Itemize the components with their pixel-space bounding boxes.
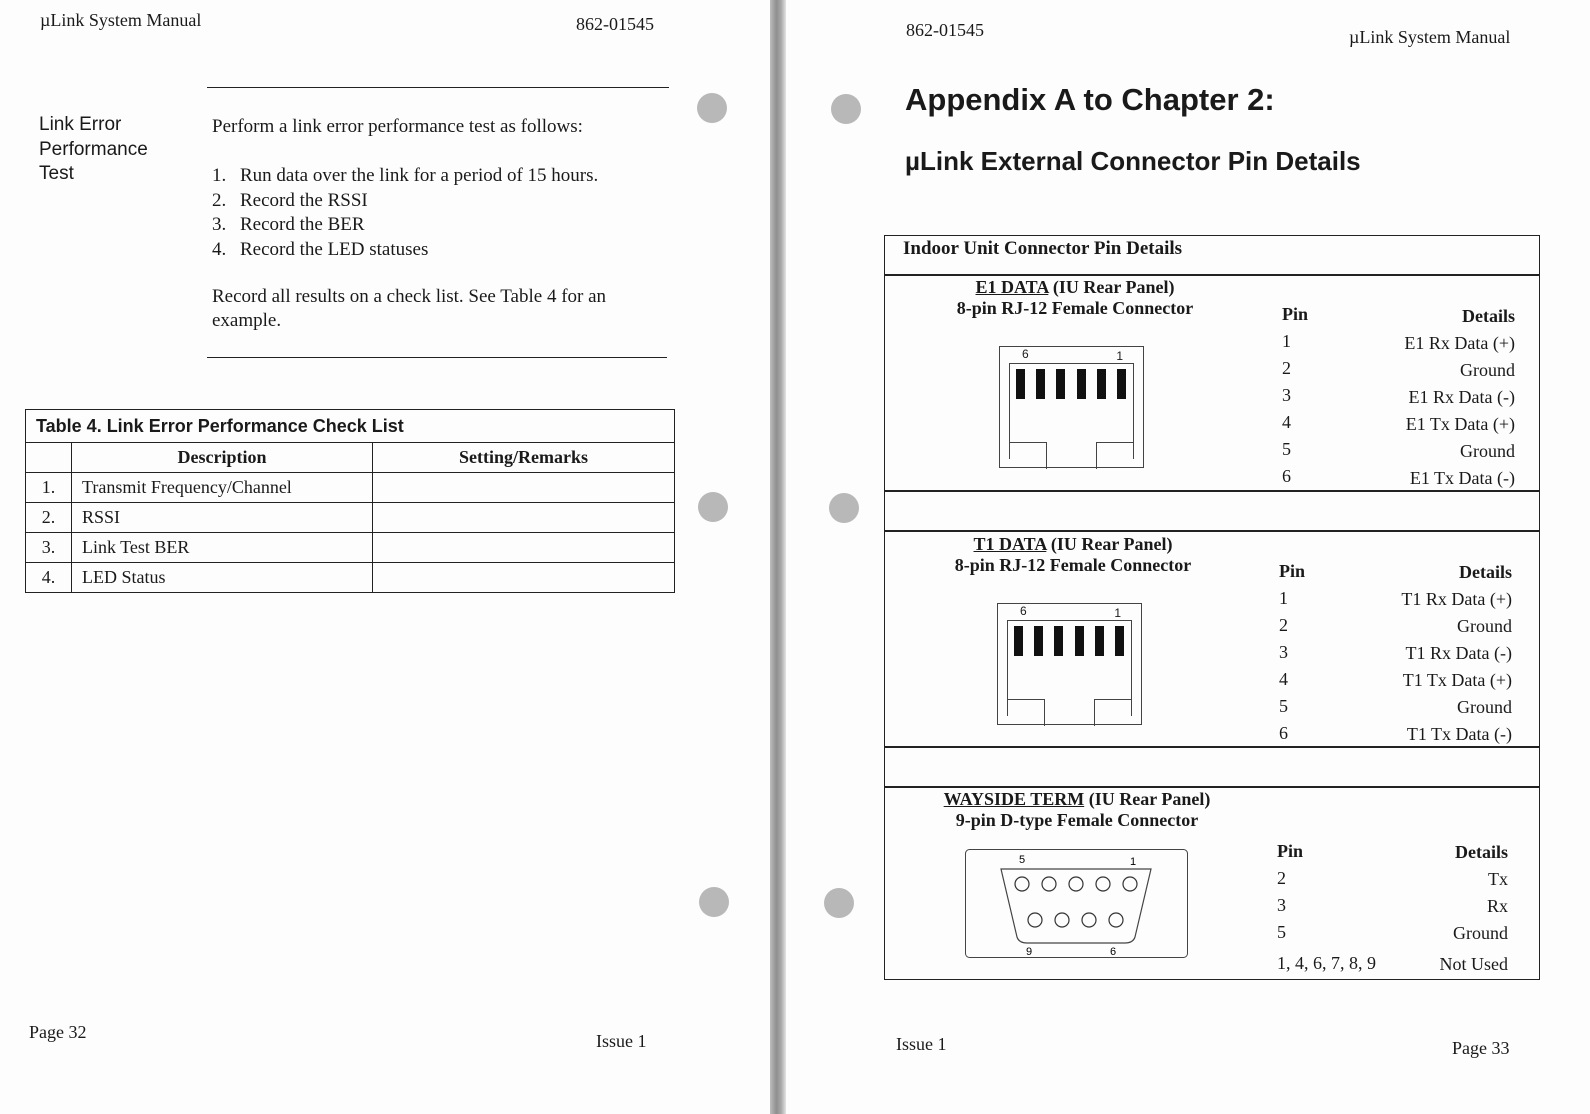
details-header: Details (1462, 306, 1515, 326)
detail-value: T1 Tx Data (-) (1406, 724, 1512, 744)
page-gutter (770, 0, 786, 1114)
binder-hole (699, 887, 729, 917)
pin-value: 1 (1282, 331, 1291, 351)
pin-details-table (884, 235, 1540, 980)
pin-value: 6 (1279, 723, 1288, 743)
detail-value: E1 Rx Data (-) (1408, 387, 1515, 407)
step-number: 3. (212, 214, 227, 235)
header-manual-title-right: µLink System Manual (1349, 27, 1511, 47)
note-text (212, 285, 606, 333)
table-row (26, 563, 675, 593)
detail-value: Not Used (1439, 954, 1508, 974)
detail-value: Ground (1460, 441, 1515, 461)
wayside-connector-type: 9-pin D-type Female Connector (955, 810, 1199, 830)
pin-value: 3 (1282, 385, 1291, 405)
check-list-table (25, 409, 675, 593)
t1-details-column (1340, 559, 1512, 748)
row-number: 4. (26, 563, 72, 593)
table-row (26, 503, 675, 533)
row-setting (373, 503, 675, 533)
t1-pin-column (1279, 558, 1305, 747)
details-header: Details (1459, 562, 1512, 582)
list-item (212, 189, 598, 214)
pin-value: 2 (1282, 358, 1291, 378)
footer-page-number-right: Page 33 (1452, 1038, 1510, 1058)
pin-label: 9 (1026, 946, 1033, 958)
pin-header: Pin (1282, 304, 1309, 324)
pin-value: 5 (1277, 922, 1286, 942)
step-text: Record the BER (240, 214, 365, 235)
detail-value: E1 Tx Data (-) (1409, 468, 1515, 488)
e1-connector-type: 8-pin RJ-12 Female Connector (956, 298, 1194, 318)
pin-value: 5 (1279, 696, 1288, 716)
e1-connector-title (925, 277, 1225, 319)
list-item (212, 238, 598, 263)
pin-value: 4 (1282, 412, 1291, 432)
step-text: Run data over the link for a period of 15 hours. (240, 165, 599, 186)
row-description: RSSI (72, 503, 373, 533)
header-doc-number-right: 862-01545 (906, 20, 984, 40)
row-divider (885, 530, 1539, 532)
pin-table-heading: Indoor Unit Connector Pin Details (903, 238, 1183, 259)
row-number: 1. (26, 473, 72, 503)
pin-value: 3 (1277, 895, 1286, 915)
details-header: Details (1455, 842, 1508, 862)
e1-panel: (IU Rear Panel) (1052, 277, 1175, 297)
binder-hole (698, 492, 728, 522)
note-line: example. (212, 310, 282, 331)
bottom-divider (207, 357, 667, 358)
step-number: 2. (212, 189, 227, 211)
step-text: Record the LED statuses (240, 238, 429, 260)
note-line: Record all results on a check list. See Table 4 for an (212, 286, 607, 307)
wayside-connector-title (907, 789, 1247, 831)
detail-value: T1 Tx Data (+) (1402, 670, 1512, 690)
wayside-name: WAYSIDE TERM (943, 789, 1085, 809)
pin-label: 6 (1110, 946, 1117, 958)
section-title (39, 113, 148, 187)
table-row (26, 473, 675, 503)
db9-connector-diagram (965, 849, 1189, 959)
row-setting (373, 473, 675, 503)
list-item (212, 213, 598, 238)
footer-issue-right: Issue 1 (896, 1034, 947, 1054)
binder-hole (829, 493, 859, 523)
e1-pin-column (1282, 301, 1308, 490)
header-doc-number: 862-01545 (576, 14, 654, 34)
e1-details-column (1345, 303, 1515, 492)
table-header-description: Description (72, 443, 373, 473)
appendix-subtitle: µLink External Connector Pin Details (905, 146, 1361, 176)
pin-header: Pin (1279, 561, 1306, 581)
t1-connector-title (923, 534, 1223, 576)
wayside-panel: (IU Rear Panel) (1088, 789, 1211, 809)
intro-text: Perform a link error performance test as follows: (212, 116, 583, 137)
header-manual-title: µLink System Manual (40, 10, 202, 30)
t1-rj12-diagram (997, 603, 1142, 725)
step-number: 1. (212, 165, 227, 186)
footer-issue: Issue 1 (596, 1031, 647, 1051)
detail-value: Ground (1453, 923, 1508, 943)
pin-label: 1 (1114, 606, 1121, 620)
detail-value: T1 Rx Data (+) (1401, 589, 1512, 609)
t1-connector-type: 8-pin RJ-12 Female Connector (954, 555, 1192, 575)
appendix-title: Appendix A to Chapter 2: (905, 82, 1275, 117)
table-header-setting: Setting/Remarks (373, 443, 675, 473)
pin-label: 6 (1022, 347, 1029, 361)
wayside-details-column (1365, 839, 1508, 978)
list-item (212, 164, 598, 189)
row-divider (885, 786, 1539, 788)
e1-name: E1 DATA (975, 277, 1049, 297)
binder-hole (831, 94, 861, 124)
row-setting (373, 563, 675, 593)
pin-label: 1 (1116, 349, 1123, 363)
row-divider (885, 490, 1539, 492)
section-title-line: Link Error (39, 114, 122, 135)
pin-value: 1 (1279, 588, 1288, 608)
row-setting (373, 533, 675, 563)
row-description: LED Status (72, 563, 373, 593)
section-title-line: Performance (39, 138, 148, 160)
row-number: 2. (26, 503, 72, 533)
binder-hole (824, 888, 854, 918)
wayside-pin-column (1277, 838, 1376, 977)
top-divider (207, 87, 669, 88)
pin-value: 2 (1277, 868, 1286, 888)
row-divider (885, 274, 1539, 276)
t1-panel: (IU Rear Panel) (1050, 534, 1173, 554)
step-number: 4. (212, 238, 227, 260)
pin-value: 5 (1282, 439, 1291, 459)
table-row (26, 533, 675, 563)
left-page (0, 0, 770, 1114)
pin-value: 6 (1282, 466, 1291, 486)
detail-value: E1 Rx Data (+) (1404, 333, 1515, 353)
binder-hole (697, 93, 727, 123)
pin-value: 3 (1279, 642, 1288, 662)
row-divider (885, 746, 1539, 748)
detail-value: E1 Tx Data (+) (1405, 414, 1515, 434)
pin-label: 6 (1020, 604, 1027, 618)
footer-page-number: Page 32 (29, 1022, 87, 1042)
pin-value: 2 (1279, 615, 1288, 635)
detail-value: T1 Rx Data (-) (1405, 643, 1512, 663)
pin-value: 1, 4, 6, 7, 8, 9 (1277, 953, 1376, 973)
pin-value: 4 (1279, 669, 1288, 689)
section-title-line: Test (39, 163, 74, 184)
table-caption: Table 4. Link Error Performance Check List (26, 410, 675, 443)
detail-value: Rx (1486, 896, 1508, 916)
steps-list (212, 164, 598, 262)
t1-name: T1 DATA (973, 534, 1047, 554)
row-number: 3. (26, 533, 72, 563)
detail-value: Tx (1488, 869, 1508, 889)
pin-label: 1 (1130, 856, 1137, 868)
detail-value: Ground (1457, 616, 1512, 636)
row-description: Transmit Frequency/Channel (72, 473, 373, 503)
detail-value: Ground (1460, 360, 1515, 380)
step-text: Record the RSSI (240, 189, 368, 211)
e1-rj12-diagram (999, 346, 1144, 468)
pin-label: 5 (1019, 854, 1026, 866)
pin-header: Pin (1277, 841, 1304, 861)
row-description: Link Test BER (72, 533, 373, 563)
table-header-number (26, 443, 72, 473)
detail-value: Ground (1457, 697, 1512, 717)
